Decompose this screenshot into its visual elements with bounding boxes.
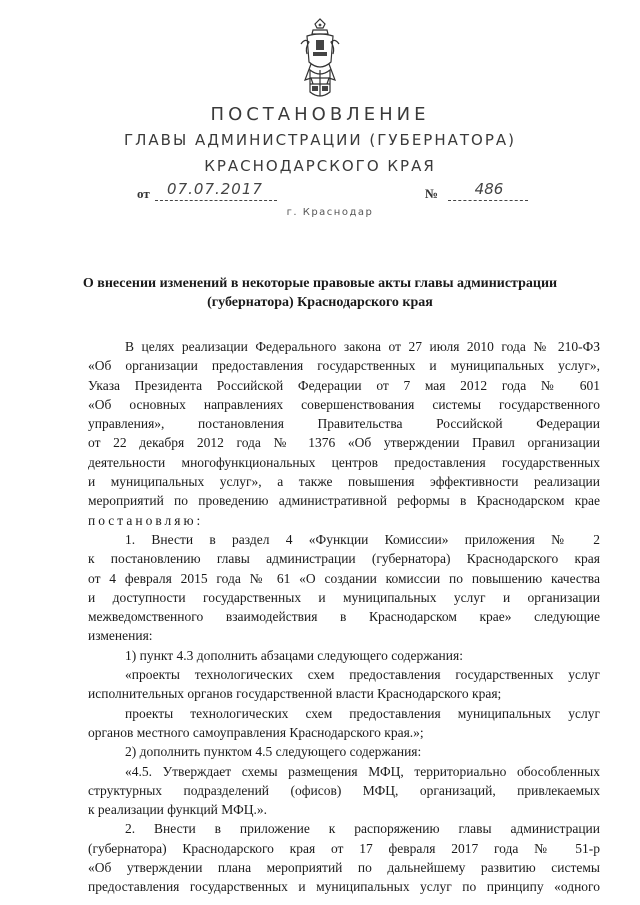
coat-of-arms-emblem: [297, 18, 343, 100]
issuer-heading: ГЛАВЫ АДМИНИСТРАЦИИ (ГУБЕРНАТОРА): [123, 131, 517, 149]
body-line: «4.5. Утверждает схемы размещения МФЦ, территориально обособленных: [125, 763, 600, 779]
body-line: структурных подразделений (офисов) МФЦ, организаций, привлекаемых: [88, 782, 600, 798]
body-line: (губернатора) Краснодарского края от 17 февраля 2017 года № 51-р: [88, 840, 600, 856]
body-line: к постановлению главы администрации (губернатора) Краснодарского края: [88, 551, 600, 567]
body-line: мероприятий по проведению административной реформы в Краснодарском крае: [88, 493, 600, 509]
body-line: В целях реализации Федерального закона от 27 июля 2010 года № 210-ФЗ: [125, 339, 600, 354]
number-label: №: [425, 186, 439, 201]
body-line: органов местного самоуправления Краснодарского края.»;: [88, 724, 424, 740]
date-label: от: [137, 186, 150, 201]
body-line: предоставления государственных и муниципальных услуг по принципу «одного: [88, 879, 600, 895]
body-line: Указа Президента Российской Федерации от 7 мая 2012 года № 601: [88, 377, 600, 393]
body-line: 1. Внести в раздел 4 «Функции Комиссии» приложения № 2: [125, 531, 600, 547]
number-value: 486: [474, 180, 504, 198]
body-line: 1) пункт 4.3 дополнить абзацами следующего содержания:: [125, 647, 463, 663]
document-type-heading: ПОСТАНОВЛЕНИЕ: [210, 104, 430, 125]
body-line: и доступности государственных и муниципальных услуг и организации: [88, 589, 600, 605]
title-line: О внесении изменений в некоторые правовые акты главы администрации: [82, 276, 558, 291]
body-line: управления», постановления Правительства Российской Федерации: [88, 416, 600, 432]
document-title: [60, 274, 580, 312]
body-line: проекты технологических схем предоставления муниципальных услуг: [125, 705, 600, 721]
body-line: 2. Внести в приложение к распоряжению главы администрации: [125, 821, 600, 837]
body-line: изменения:: [88, 628, 153, 644]
body-line: «Об основных направлениях совершенствования системы государственного: [88, 396, 600, 412]
body-line: «Об утверждении плана мероприятий по дальнейшему развитию системы: [88, 860, 600, 876]
date-value: 07.07.2017: [167, 180, 263, 198]
body-line: межведомственного взаимодействия в Краснодарском крае» следующие: [88, 609, 600, 625]
body-line: «Об организации предоставления государственных и муниципальных услуг»,: [88, 358, 600, 374]
body-line: к реализации функций МФЦ.».: [88, 802, 268, 818]
date-underline: [155, 200, 277, 201]
resolution-word: постановляю:: [88, 512, 204, 528]
city-label: г. Краснодар: [286, 207, 374, 218]
body-line: 2) дополнить пунктом 4.5 следующего содержания:: [125, 744, 422, 760]
document-body: [88, 337, 600, 897]
body-line: от 22 декабря 2012 года № 1376 «Об утверждении Правил организации: [88, 435, 600, 451]
body-line: от 4 февраля 2015 года № 61 «О создании комиссии по повышению качества: [88, 570, 600, 586]
body-line: «проекты технологических схем предоставления государственных услуг: [125, 667, 600, 683]
body-line: деятельности многофункциональных центров предоставления государственных: [88, 454, 600, 470]
title-line: (губернатора) Краснодарского края: [207, 295, 433, 310]
body-line: исполнительных органов государственной власти Краснодарского края;: [88, 686, 502, 702]
region-heading: КРАСНОДАРСКОГО КРАЯ: [204, 157, 436, 175]
body-line: и муниципальных услуг», а также повышения эффективности реализации: [88, 474, 600, 490]
number-underline: [448, 200, 528, 201]
